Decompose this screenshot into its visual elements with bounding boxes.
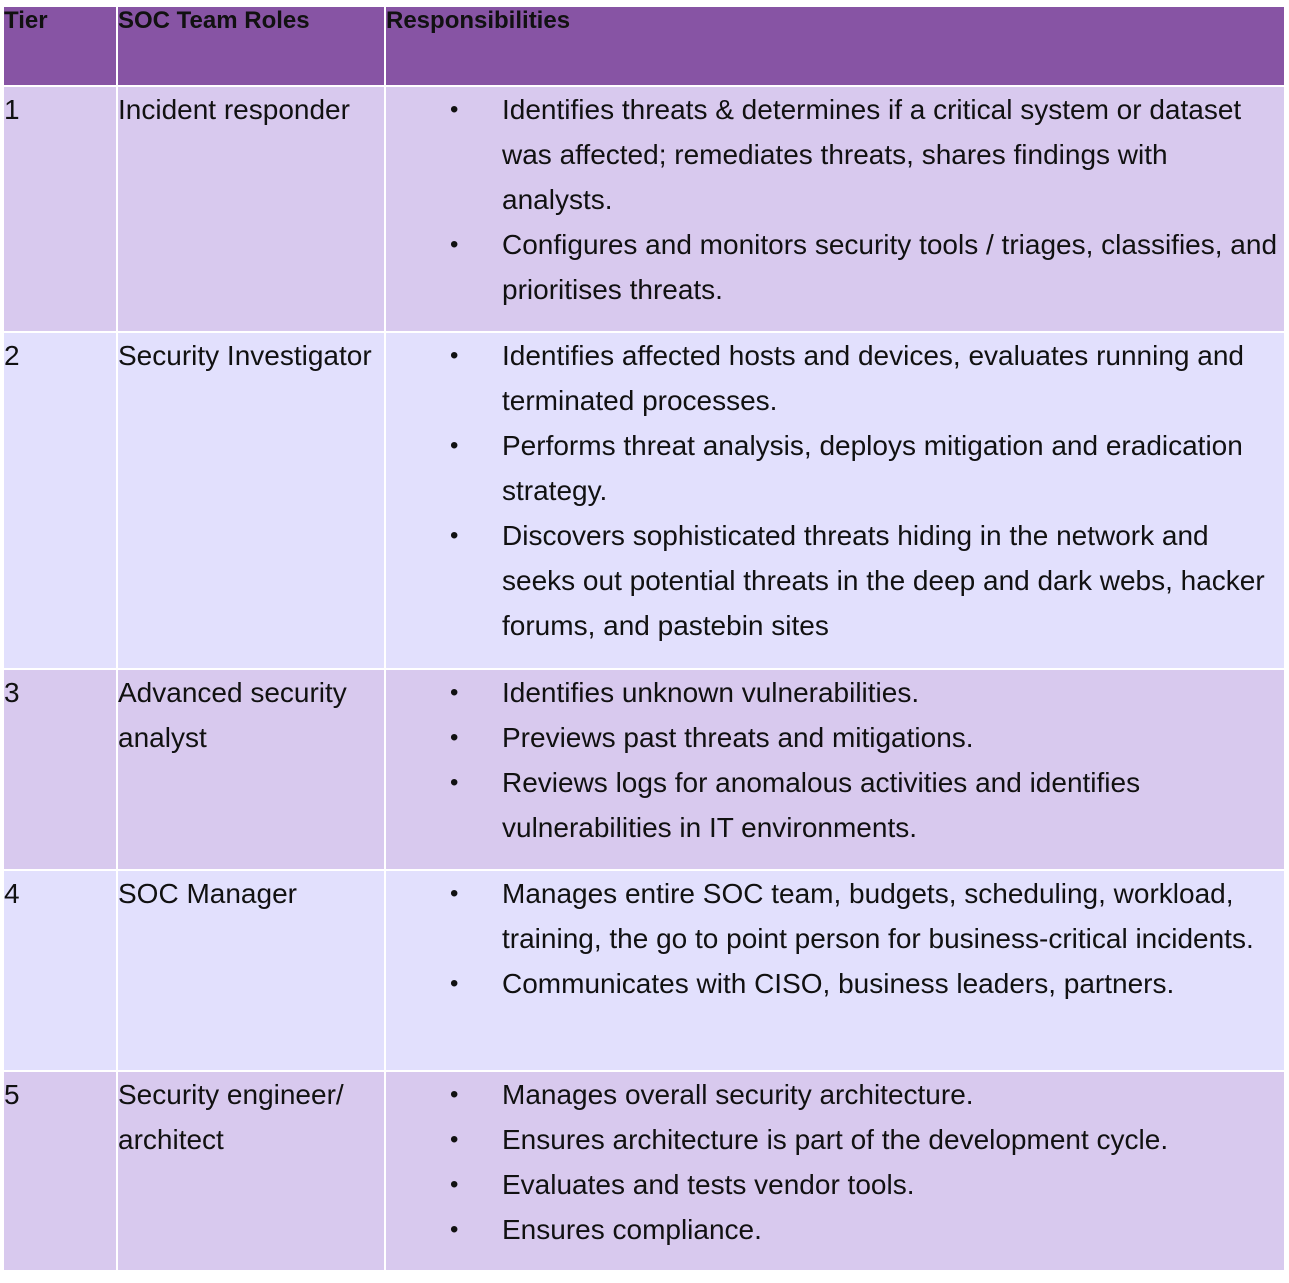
role-cell: SOC Manager [117, 870, 385, 1071]
tier-cell: 1 [3, 86, 117, 332]
bullet-icon: • [450, 679, 459, 706]
responsibility-text: Identifies affected hosts and devices, evaluates running and terminated processes. [502, 340, 1244, 416]
header-responsibilities: Responsibilities [385, 6, 1285, 86]
responsibilities-cell [385, 870, 1285, 1071]
bullet-icon: • [450, 1126, 459, 1153]
responsibilities-cell [385, 86, 1285, 332]
responsibility-list [386, 1072, 1284, 1252]
responsibilities-cell [385, 332, 1285, 669]
table-row-tier-4 [3, 870, 1285, 1071]
responsibility-item [386, 423, 1284, 513]
table-header-row [3, 6, 1285, 86]
responsibility-text: Ensures compliance. [502, 1214, 762, 1245]
responsibility-item [386, 1117, 1284, 1162]
responsibilities-cell [385, 1071, 1285, 1271]
bullet-icon: • [450, 1216, 459, 1243]
responsibility-text: Previews past threats and mitigations. [502, 722, 974, 753]
responsibility-text: Performs threat analysis, deploys mitigation and eradication strategy. [502, 430, 1243, 506]
responsibility-text: Manages entire SOC team, budgets, scheduling, workload, training, the go to point person for business-critical incidents. [502, 878, 1254, 954]
tier-cell: 5 [3, 1071, 117, 1271]
bullet-icon: • [450, 432, 459, 459]
responsibility-text: Identifies threats & determines if a critical system or dataset was affected; remediates threats, shares findings with analysts. [502, 94, 1242, 215]
responsibilities-cell [385, 669, 1285, 870]
responsibility-item [386, 222, 1284, 312]
bullet-icon: • [450, 1081, 459, 1108]
responsibility-item [386, 961, 1284, 1006]
responsibility-item [386, 871, 1284, 961]
responsibility-text: Manages overall security architecture. [502, 1079, 974, 1110]
header-tier: Tier [3, 6, 117, 86]
responsibility-item [386, 715, 1284, 760]
responsibility-item [386, 1162, 1284, 1207]
table-row-tier-3 [3, 669, 1285, 870]
bullet-icon: • [450, 522, 459, 549]
tier-cell: 3 [3, 669, 117, 870]
responsibility-text: Reviews logs for anomalous activities and identifies vulnerabilities in IT environments. [502, 767, 1141, 843]
tier-cell: 4 [3, 870, 117, 1071]
bullet-icon: • [450, 342, 459, 369]
role-cell: Security Investigator [117, 332, 385, 669]
role-cell: Advanced security analyst [117, 669, 385, 870]
bullet-icon: • [450, 970, 459, 997]
responsibility-list [386, 670, 1284, 850]
responsibility-item [386, 1207, 1284, 1252]
table-row-tier-1 [3, 86, 1285, 332]
responsibility-item [386, 513, 1284, 648]
responsibility-text: Discovers sophisticated threats hiding in the network and seeks out potential threats in the deep and dark webs, hacker forums, and pastebin sites [502, 520, 1265, 641]
responsibility-item [386, 1072, 1284, 1117]
bullet-icon: • [450, 231, 459, 258]
responsibility-text: Evaluates and tests vendor tools. [502, 1169, 915, 1200]
bullet-icon: • [450, 769, 459, 796]
responsibility-list [386, 871, 1284, 1006]
responsibility-text: Ensures architecture is part of the development cycle. [502, 1124, 1169, 1155]
bullet-icon: • [450, 1171, 459, 1198]
table-row-tier-5 [3, 1071, 1285, 1271]
header-roles: SOC Team Roles [117, 6, 385, 86]
responsibility-text: Identifies unknown vulnerabilities. [502, 677, 920, 708]
soc-roles-table [2, 5, 1286, 1272]
tier-cell: 2 [3, 332, 117, 669]
responsibility-item [386, 760, 1284, 850]
role-cell: Security engineer/ architect [117, 1071, 385, 1271]
table-row-tier-2 [3, 332, 1285, 669]
responsibility-list [386, 333, 1284, 648]
bullet-icon: • [450, 96, 459, 123]
responsibility-list [386, 87, 1284, 312]
responsibility-item [386, 333, 1284, 423]
bullet-icon: • [450, 724, 459, 751]
bullet-icon: • [450, 880, 459, 907]
role-cell: Incident responder [117, 86, 385, 332]
responsibility-item [386, 670, 1284, 715]
responsibility-item [386, 87, 1284, 222]
responsibility-text: Communicates with CISO, business leaders, partners. [502, 968, 1175, 999]
responsibility-text: Configures and monitors security tools / triages, classifies, and prioritises threats. [502, 229, 1278, 305]
